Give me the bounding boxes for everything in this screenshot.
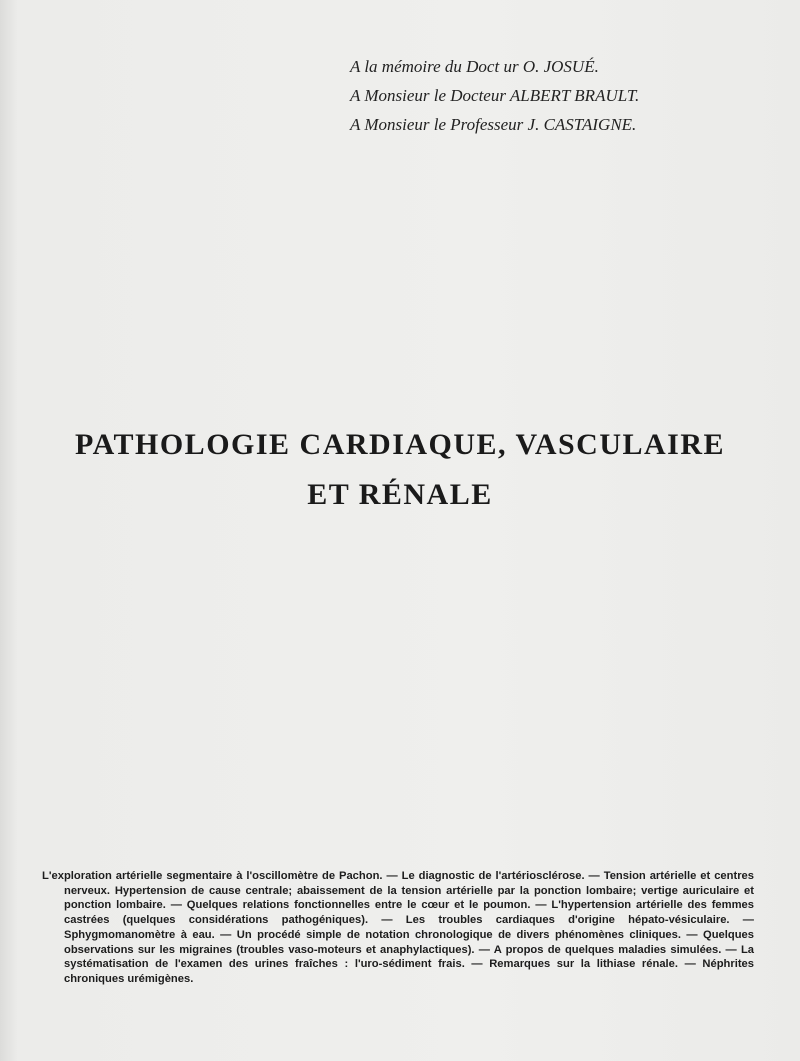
section-title-line-2: ET RÉNALE [307,478,493,511]
dedication-josue: A la mémoire du Doct ur O. JOSUÉ. [350,57,599,76]
section-title [40,420,760,520]
contents-summary: L'exploration artérielle segmentaire à l'oscillomètre de Pachon. — Le diagnostic de l'artériosclérose. — Tension artérielle et centres nerveux. Hypertension de cause centrale; abaissement de la tension artérielle par la ponction lombaire; vertige auriculaire et ponction lombaire. — Quelques relations fonctionnelles entre le cœur et le poumon. — L'hypertension artérielle des femmes castrées (quelques considérations pathogéniques). — Les troubles cardiaques d'origine hépato-vésiculaire. — Sphygmomanomètre à eau. — Un procédé simple de notation chronologique de divers phénomènes cliniques. — Quelques observations sur les migraines (troubles vaso-moteurs et anaphylactiques). — A propos de quelques maladies simulées. — La systématisation de l'examen des urines fraîches : l'uro-sédiment frais. — Remarques sur la lithiase rénale. — Néphrites chroniques urémigènes. [42,870,754,985]
dedications [350,52,770,139]
dedication-brault: A Monsieur le Docteur ALBERT BRAULT. [350,86,640,105]
section-title-line-1: PATHOLOGIE CARDIAQUE, VASCULAIRE [74,428,726,461]
dedication-castaigne: A Monsieur le Professeur J. CASTAIGNE. [350,115,637,134]
